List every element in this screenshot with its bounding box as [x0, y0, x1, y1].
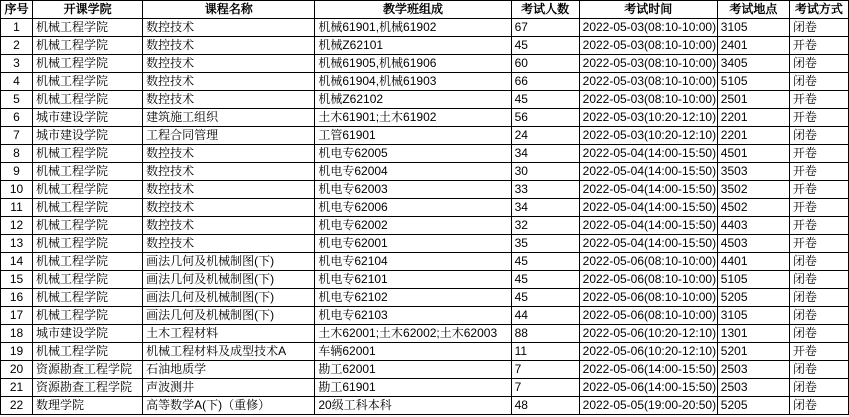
cell-time: 2022-05-06(14:00-15:50)	[579, 379, 717, 397]
table-row	[1, 127, 849, 145]
cell-seq: 18	[1, 325, 33, 343]
table-row	[1, 217, 849, 235]
cell-course: 数控技术	[143, 217, 315, 235]
cell-college: 资源勘查工程学院	[33, 379, 143, 397]
cell-course: 数控技术	[143, 199, 315, 217]
cell-place: 5205	[717, 397, 789, 415]
cell-college: 机械工程学院	[33, 181, 143, 199]
cell-mode: 闭卷	[789, 289, 848, 307]
column-header-college: 开课学院	[33, 1, 143, 19]
cell-mode: 开卷	[789, 217, 848, 235]
cell-mode: 开卷	[789, 235, 848, 253]
cell-seq: 16	[1, 289, 33, 307]
cell-mode: 闭卷	[789, 253, 848, 271]
cell-place: 5105	[717, 73, 789, 91]
cell-college: 机械工程学院	[33, 55, 143, 73]
cell-college: 机械工程学院	[33, 217, 143, 235]
cell-time: 2022-05-04(14:00-15:50)	[579, 163, 717, 181]
cell-place: 2401	[717, 37, 789, 55]
cell-time: 2022-05-03(08:10-10:00)	[579, 73, 717, 91]
cell-class: 机械61905,机械61906	[315, 55, 511, 73]
cell-course: 画法几何及机械制图(下)	[143, 271, 315, 289]
column-header-class: 教学班组成	[315, 1, 511, 19]
cell-course: 数控技术	[143, 163, 315, 181]
cell-count: 60	[511, 55, 579, 73]
cell-count: 45	[511, 91, 579, 109]
cell-course: 数控技术	[143, 55, 315, 73]
table-row	[1, 235, 849, 253]
cell-place: 2201	[717, 109, 789, 127]
cell-time: 2022-05-05(19:00-20:50)	[579, 397, 717, 415]
column-header-place: 考试地点	[717, 1, 789, 19]
cell-course: 建筑施工组织	[143, 109, 315, 127]
cell-time: 2022-05-03(10:20-12:10)	[579, 127, 717, 145]
cell-class: 勘工61901	[315, 379, 511, 397]
cell-college: 城市建设学院	[33, 325, 143, 343]
table-header-row	[1, 1, 849, 19]
cell-college: 资源勘查工程学院	[33, 361, 143, 379]
cell-time: 2022-05-04(14:00-15:50)	[579, 235, 717, 253]
cell-mode: 开卷	[789, 145, 848, 163]
cell-seq: 12	[1, 217, 33, 235]
cell-class: 机械Z62102	[315, 91, 511, 109]
cell-mode: 闭卷	[789, 361, 848, 379]
cell-seq: 19	[1, 343, 33, 361]
cell-class: 土木61901;土木61902	[315, 109, 511, 127]
cell-count: 67	[511, 19, 579, 37]
cell-time: 2022-05-06(10:20-12:10)	[579, 325, 717, 343]
cell-count: 35	[511, 235, 579, 253]
cell-college: 机械工程学院	[33, 91, 143, 109]
cell-seq: 8	[1, 145, 33, 163]
cell-mode: 闭卷	[789, 271, 848, 289]
cell-seq: 14	[1, 253, 33, 271]
cell-seq: 4	[1, 73, 33, 91]
cell-count: 88	[511, 325, 579, 343]
cell-class: 机电专62101	[315, 271, 511, 289]
cell-mode: 开卷	[789, 109, 848, 127]
table-row	[1, 361, 849, 379]
cell-count: 24	[511, 127, 579, 145]
cell-seq: 1	[1, 19, 33, 37]
cell-count: 7	[511, 361, 579, 379]
cell-class: 机电专62104	[315, 253, 511, 271]
cell-course: 数控技术	[143, 181, 315, 199]
cell-place: 1301	[717, 325, 789, 343]
cell-college: 机械工程学院	[33, 73, 143, 91]
cell-class: 工管61901	[315, 127, 511, 145]
cell-mode: 闭卷	[789, 307, 848, 325]
cell-count: 33	[511, 181, 579, 199]
cell-mode: 开卷	[789, 37, 848, 55]
table-row	[1, 19, 849, 37]
cell-college: 数理学院	[33, 397, 143, 415]
cell-seq: 21	[1, 379, 33, 397]
cell-time: 2022-05-06(08:10-10:00)	[579, 307, 717, 325]
cell-college: 机械工程学院	[33, 163, 143, 181]
cell-class: 机电专62003	[315, 181, 511, 199]
cell-class: 机械Z62101	[315, 37, 511, 55]
cell-time: 2022-05-04(14:00-15:50)	[579, 181, 717, 199]
cell-seq: 7	[1, 127, 33, 145]
cell-count: 34	[511, 145, 579, 163]
table-row	[1, 199, 849, 217]
cell-seq: 10	[1, 181, 33, 199]
cell-place: 2503	[717, 361, 789, 379]
column-header-count: 考试人数	[511, 1, 579, 19]
cell-course: 数控技术	[143, 145, 315, 163]
cell-count: 11	[511, 343, 579, 361]
cell-time: 2022-05-03(08:10-10:00)	[579, 37, 717, 55]
cell-class: 机电专62005	[315, 145, 511, 163]
cell-class: 车辆62001	[315, 343, 511, 361]
cell-count: 32	[511, 217, 579, 235]
cell-course: 声波测井	[143, 379, 315, 397]
cell-mode: 闭卷	[789, 19, 848, 37]
cell-college: 机械工程学院	[33, 145, 143, 163]
table-row	[1, 325, 849, 343]
table-row	[1, 55, 849, 73]
cell-course: 石油地质学	[143, 361, 315, 379]
cell-college: 机械工程学院	[33, 37, 143, 55]
table-row	[1, 181, 849, 199]
cell-class: 机械61904,机械61903	[315, 73, 511, 91]
table-row	[1, 109, 849, 127]
cell-time: 2022-05-04(14:00-15:50)	[579, 217, 717, 235]
cell-class: 机械61901,机械61902	[315, 19, 511, 37]
cell-time: 2022-05-06(08:10-10:00)	[579, 289, 717, 307]
cell-college: 机械工程学院	[33, 343, 143, 361]
cell-course: 数控技术	[143, 19, 315, 37]
cell-time: 2022-05-06(08:10-10:00)	[579, 271, 717, 289]
cell-count: 45	[511, 253, 579, 271]
cell-course: 工程合同管理	[143, 127, 315, 145]
cell-time: 2022-05-06(10:20-12:10)	[579, 343, 717, 361]
cell-place: 4502	[717, 199, 789, 217]
cell-mode: 闭卷	[789, 325, 848, 343]
column-header-course: 课程名称	[143, 1, 315, 19]
cell-class: 土木62001;土木62002;土木62003	[315, 325, 511, 343]
table-row	[1, 163, 849, 181]
cell-class: 机电专62002	[315, 217, 511, 235]
cell-mode: 开卷	[789, 163, 848, 181]
cell-class: 机电专62004	[315, 163, 511, 181]
cell-count: 44	[511, 307, 579, 325]
table-row	[1, 271, 849, 289]
column-header-time: 考试时间	[579, 1, 717, 19]
table-row	[1, 397, 849, 415]
cell-seq: 6	[1, 109, 33, 127]
table-row	[1, 307, 849, 325]
cell-place: 4401	[717, 253, 789, 271]
cell-mode: 闭卷	[789, 379, 848, 397]
table-row	[1, 253, 849, 271]
cell-mode: 闭卷	[789, 397, 848, 415]
cell-seq: 20	[1, 361, 33, 379]
cell-college: 城市建设学院	[33, 127, 143, 145]
cell-place: 3502	[717, 181, 789, 199]
cell-mode: 开卷	[789, 91, 848, 109]
cell-course: 画法几何及机械制图(下)	[143, 307, 315, 325]
cell-class: 20级工科本科	[315, 397, 511, 415]
cell-college: 机械工程学院	[33, 289, 143, 307]
cell-count: 45	[511, 37, 579, 55]
cell-place: 2501	[717, 91, 789, 109]
cell-mode: 闭卷	[789, 127, 848, 145]
cell-course: 数控技术	[143, 91, 315, 109]
cell-time: 2022-05-03(08:10-10:00)	[579, 55, 717, 73]
table-row	[1, 379, 849, 397]
cell-count: 34	[511, 199, 579, 217]
table-row	[1, 289, 849, 307]
cell-count: 30	[511, 163, 579, 181]
cell-seq: 17	[1, 307, 33, 325]
cell-college: 机械工程学院	[33, 307, 143, 325]
cell-place: 5105	[717, 271, 789, 289]
cell-college: 城市建设学院	[33, 109, 143, 127]
table-row	[1, 145, 849, 163]
cell-course: 画法几何及机械制图(下)	[143, 289, 315, 307]
cell-class: 机电专62001	[315, 235, 511, 253]
cell-college: 机械工程学院	[33, 271, 143, 289]
cell-college: 机械工程学院	[33, 199, 143, 217]
cell-course: 数控技术	[143, 235, 315, 253]
cell-course: 数控技术	[143, 73, 315, 91]
cell-count: 45	[511, 289, 579, 307]
cell-class: 勘工62001	[315, 361, 511, 379]
cell-mode: 闭卷	[789, 55, 848, 73]
cell-seq: 2	[1, 37, 33, 55]
cell-place: 5201	[717, 343, 789, 361]
cell-seq: 5	[1, 91, 33, 109]
cell-place: 4501	[717, 145, 789, 163]
column-header-seq: 序号	[1, 1, 33, 19]
cell-time: 2022-05-06(08:10-10:00)	[579, 253, 717, 271]
cell-seq: 13	[1, 235, 33, 253]
table-row	[1, 73, 849, 91]
cell-count: 66	[511, 73, 579, 91]
cell-college: 机械工程学院	[33, 19, 143, 37]
cell-place: 3105	[717, 19, 789, 37]
cell-count: 7	[511, 379, 579, 397]
cell-seq: 3	[1, 55, 33, 73]
table-row	[1, 343, 849, 361]
column-header-mode: 考试方式	[789, 1, 848, 19]
cell-seq: 9	[1, 163, 33, 181]
cell-time: 2022-05-06(14:00-15:50)	[579, 361, 717, 379]
cell-college: 机械工程学院	[33, 253, 143, 271]
table-row	[1, 91, 849, 109]
cell-course: 高等数学A(下)（重修）	[143, 397, 315, 415]
cell-mode: 开卷	[789, 199, 848, 217]
cell-place: 3503	[717, 163, 789, 181]
cell-time: 2022-05-03(08:10-10:00)	[579, 19, 717, 37]
cell-seq: 11	[1, 199, 33, 217]
cell-time: 2022-05-03(10:20-12:10)	[579, 109, 717, 127]
cell-count: 56	[511, 109, 579, 127]
cell-course: 画法几何及机械制图(下)	[143, 253, 315, 271]
cell-mode: 开卷	[789, 181, 848, 199]
cell-place: 4503	[717, 235, 789, 253]
cell-college: 机械工程学院	[33, 235, 143, 253]
cell-mode: 开卷	[789, 343, 848, 361]
cell-place: 2503	[717, 379, 789, 397]
cell-seq: 22	[1, 397, 33, 415]
cell-time: 2022-05-04(14:00-15:50)	[579, 199, 717, 217]
cell-place: 4403	[717, 217, 789, 235]
table-body	[1, 19, 849, 415]
cell-place: 5205	[717, 289, 789, 307]
cell-place: 3105	[717, 307, 789, 325]
cell-course: 数控技术	[143, 37, 315, 55]
table-row	[1, 37, 849, 55]
cell-seq: 15	[1, 271, 33, 289]
cell-class: 机电专62006	[315, 199, 511, 217]
cell-class: 机电专62103	[315, 307, 511, 325]
cell-course: 土木工程材料	[143, 325, 315, 343]
table-header	[1, 1, 849, 19]
cell-place: 2201	[717, 127, 789, 145]
cell-time: 2022-05-04(14:00-15:50)	[579, 145, 717, 163]
cell-course: 机械工程材料及成型技术A	[143, 343, 315, 361]
cell-count: 45	[511, 271, 579, 289]
cell-class: 机电专62102	[315, 289, 511, 307]
cell-place: 3405	[717, 55, 789, 73]
cell-count: 48	[511, 397, 579, 415]
cell-mode: 闭卷	[789, 73, 848, 91]
cell-time: 2022-05-03(08:10-10:00)	[579, 91, 717, 109]
